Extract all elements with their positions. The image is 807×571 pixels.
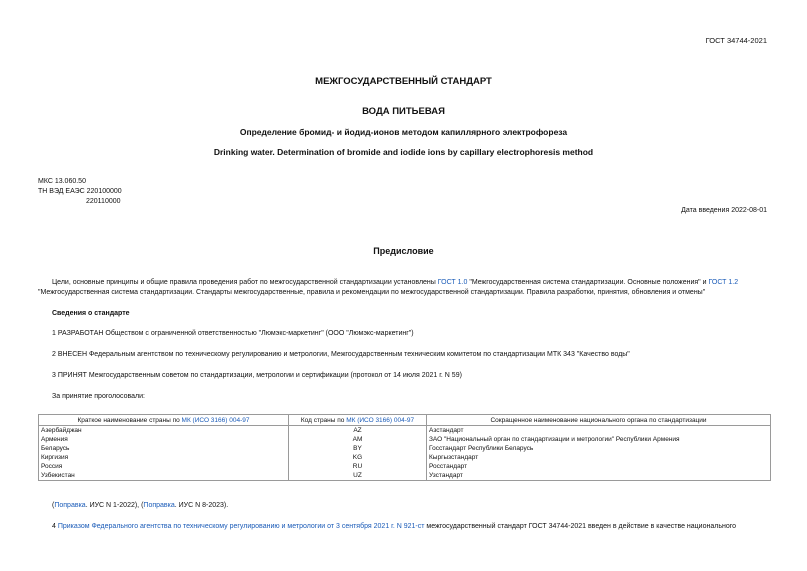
standard-subtitle-en: Drinking water. Determination of bromide and iodide ions by capillary electrophoresis method	[213, 147, 594, 157]
standard-kind-heading: МЕЖГОСУДАРСТВЕННЫЙ СТАНДАРТ	[315, 76, 492, 87]
preface-heading: Предисловие	[373, 246, 434, 256]
item-enacted: 4 Приказом Федерального агентства по техническому регулированию и метрологии от 3 сентября 2021 г. N 921-ст межгосударственный стандарт ГОСТ 34744-2021 введен в действие в качестве национального	[52, 523, 737, 530]
mk-iso-link-1[interactable]: МК (ИСО 3166) 004-97	[181, 416, 250, 424]
col-code-header: Код страны по МК (ИСО 3166) 004-97	[289, 415, 427, 426]
classification-block	[38, 177, 122, 207]
tnved-code: ТН ВЭД ЕАЭС 220100000	[38, 188, 122, 195]
table-row: Россия RU Росстандарт	[39, 462, 771, 471]
preface-paragraph	[38, 278, 770, 298]
item-submitted: 2 ВНЕСЕН Федеральным агентством по техническому регулированию и метрологии, Межгосударственным техническим комитетом по стандартизации МТК 343 "Качество воды"	[52, 351, 630, 358]
col-country-header: Краткое наименование страны по МК (ИСО 3166) 004-97	[39, 415, 289, 426]
introduction-date: Дата введения 2022-08-01	[681, 207, 767, 214]
table-row: Армения AM ЗАО "Национальный орган по стандартизации и метрологии" Республики Армения	[39, 435, 771, 444]
item-adopted: 3 ПРИНЯТ Межгосударственным советом по стандартизации, метрологии и сертификации (протокол от 14 июля 2021 г. N 59)	[52, 372, 462, 379]
table-row: Беларусь BY Госстандарт Республики Беларусь	[39, 444, 771, 453]
table-row: Киргизия KG Кыргызстандарт	[39, 453, 771, 462]
voting-states-table	[38, 414, 771, 481]
item-developed: 1 РАЗРАБОТАН Обществом с ограниченной ответственностью "Люмэкс-маркетинг" (ООО "Люмэкс-маркетинг")	[52, 330, 414, 337]
mk-iso-link-2[interactable]: МК (ИСО 3166) 004-97	[346, 416, 415, 424]
amendments-line: (Поправка. ИУС N 1-2022), (Поправка. ИУС N 8-2023).	[52, 502, 229, 509]
voted-label: За принятие проголосовали:	[52, 393, 145, 400]
col-body-header: Сокращенное наименование национального органа по стандартизации	[427, 415, 771, 426]
tnved-code-2: 220110000	[86, 198, 121, 205]
amendment-link-1[interactable]: Поправка	[54, 502, 86, 509]
standard-info-heading: Сведения о стандарте	[52, 310, 130, 317]
table-row: Узбекистан UZ Узстандарт	[39, 471, 771, 481]
standard-title: ВОДА ПИТЬЕВАЯ	[362, 106, 445, 117]
order-link[interactable]: Приказом Федерального агентства по техническому регулированию и метрологии от 3 сентября 2021 г. N 921-ст	[57, 523, 425, 530]
table-header-row	[39, 415, 771, 426]
preface-text-b: "Межгосударственная система стандартизации. Основные положения" и	[467, 279, 709, 286]
document-code: ГОСТ 34744-2021	[705, 36, 767, 45]
gost-1-2-link[interactable]: ГОСТ 1.2	[708, 279, 739, 286]
preface-text-c: "Межгосударственная система стандартизации. Стандарты межгосударственные, правила и рекомендации по межгосударственной стандартизации. Правила разработки, принятия, обновления и отмены"	[38, 289, 706, 296]
table-row: Азербайджан AZ Азстандарт	[39, 426, 771, 436]
amendment-link-2[interactable]: Поправка	[143, 502, 175, 509]
gost-1-0-link[interactable]: ГОСТ 1.0	[437, 279, 468, 286]
mks-code: МКС 13.060.50	[38, 178, 86, 185]
standard-subtitle-ru: Определение бромид- и йодид-ионов методом капиллярного электрофореза	[239, 127, 568, 137]
preface-text-a: Цели, основные принципы и общие правила проведения работ по межгосударственной стандартизации установлены	[52, 279, 438, 286]
